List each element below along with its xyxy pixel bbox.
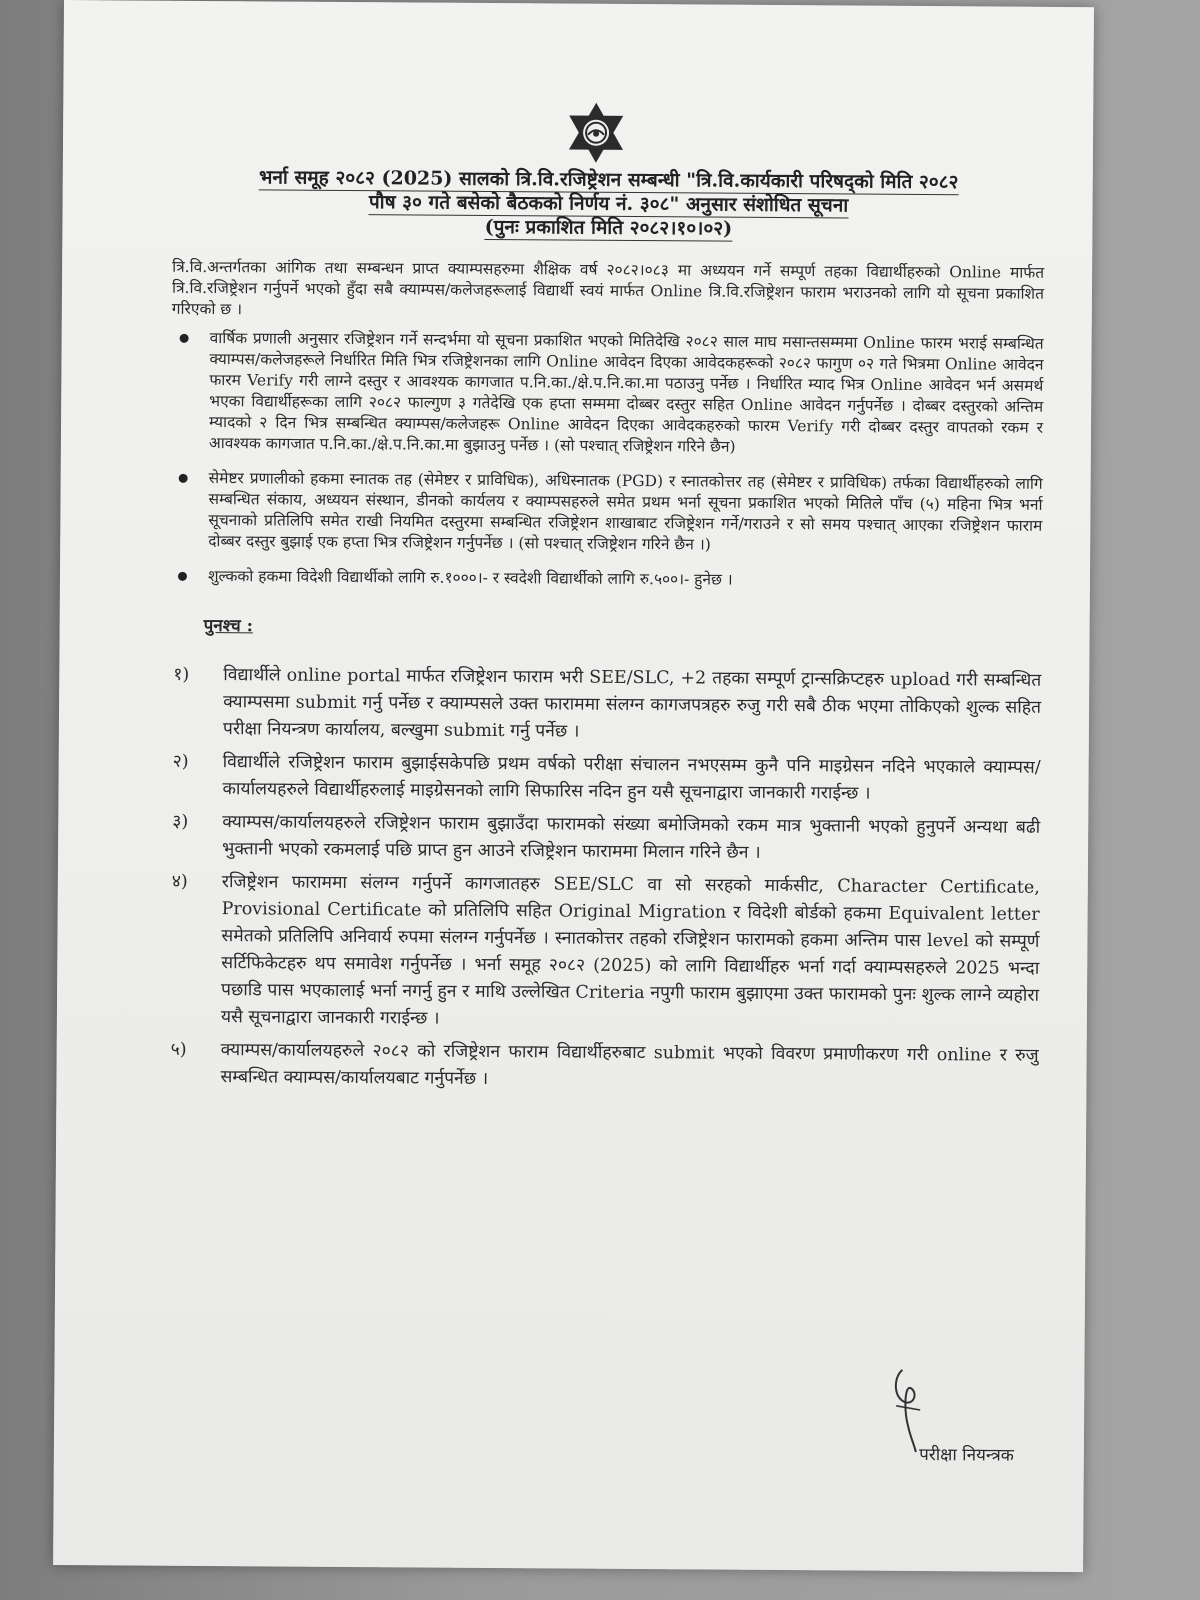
postscript-item bbox=[167, 869, 1040, 1037]
postscript-item bbox=[166, 1037, 1038, 1097]
heading-line-3: (पुनः प्रकाशित मिति २०८२।१०।०२) bbox=[484, 215, 733, 240]
bullet-text: वार्षिक प्रणाली अनुसार रजिष्ट्रेशन गर्ने सन्दर्भमा यो सूचना प्रकाशित भएको मितिदेखि २०८२ साल माघ मसान्तसम्ममा Online फारम भराई सम्बन्धित क्याम्पस/कलेजहरूले निर्धारित मिति भित्र रजिष्ट्रेशनका लागि Online आवेदन दिएका आवेदकहरूको २०८२ फागुण ०२ गते भित्रमा Online आवेदन फारम Verify गरी लाग्ने दस्तुर र आवश्यक कागजात प.नि.का./क्षे.प.नि.का.मा पठाउनु पर्नेछ । निर्धारित म्याद भित्र Online आवेदन भर्न असमर्थ भएका विद्यार्थीहरूका लागि २०८२ फाल्गुण ३ गतेदेखि एक हप्ता सम्ममा दोब्बर दस्तुर सहित Online आवेदन गर्नुपर्नेछ । दोब्बर दस्तुरको अन्तिम म्यादको २ दिन भित्र सम्बन्धित क्याम्पस/कलेजहरू Online आवेदन दिएका आवेदकहरुको फारम Verify गरी दोब्बर दस्तुर वापतको रकम र आवश्यक कागजात प.नि.का./क्षे.प.नि.का.मा बुझाउनु पर्नेछ । (सो पश्चात् रजिष्ट्रेशन गरिने छैन) bbox=[208, 329, 1044, 456]
item-text: रजिष्ट्रेशन फाराममा संलग्न गर्नुपर्ने कागजातहरु SEE/SLC वा सो सरहको मार्कसीट, Character Certificate, Provisional Certificate को प्रतिलिपि सहित Original Migration र विदेशी बोर्डको हकमा Equivalent letter समेतको प्रतिलिपि अनिवार्य रुपमा संलग्न गर्नुपर्नेछ । स्नातकोत्तर तहको रजिष्ट्रेशन फारामको हकमा अन्तिम पास level को सम्पूर्ण सर्टिफिकेटहरु थप समावेश गर्नुपर्नेछ । भर्ना समूह २०८२ (2025) को लागि विद्यार्थीहरु भर्ना गर्दा क्याम्पसहरुले 2025 भन्दा पछाडि पास भएकालाई भर्ना नगर्नु हुन र माथि उल्लेखित Criteria नपुगी फाराम बुझाएमा उक्त फारामको पुनः शुल्क लाग्ने व्यहोरा यसै सूचनाद्वारा जानकारी गराईन्छ । bbox=[220, 872, 1040, 1029]
postscript-item bbox=[168, 749, 1040, 809]
star-of-david-emblem-icon bbox=[563, 99, 629, 165]
postscript-list bbox=[166, 662, 1041, 1097]
item-text: क्याम्पस/कार्यालयहरुले रजिष्ट्रेशन फाराम बुझाउँदा फारामको संख्या बमोजिमको रकम मात्र भुक्तानी भएको हुनुपर्ने अन्यथा बढी भुक्तानी भएको रकमलाई पछि प्राप्त हुन आउने रजिष्ट्रेशन फाराममा मिलान गरिने छैन । bbox=[222, 812, 1041, 863]
notice-paper bbox=[53, 0, 1094, 1572]
item-text: विद्यार्थीले online portal मार्फत रजिष्ट्रेशन फाराम भरी SEE/SLC, +2 तहका सम्पूर्ण ट्रान्सक्रिप्टहरु upload गरी सम्बन्धित क्याम्पसमा submit गर्नु पर्नेछ र क्याम्पसले उक्त फाराममा संलग्न कागजपत्रहरु रुजु गरी सबै ठीक भएमा तोकिएको शुल्क सहित परीक्षा नियन्त्रण कार्यालय, बल्खुमा submit गर्नु पर्नेछ । bbox=[222, 665, 1042, 742]
bullet-list bbox=[170, 328, 1044, 593]
bullet-icon bbox=[180, 334, 189, 343]
bullet-text: सेमेष्टर प्रणालीको हकमा स्नातक तह (सेमेष्टर र प्राविधिक), अधिस्नातक (PGD) र स्नातकोत्तर तह (सेमेष्टर र प्राविधिक) तर्फका विद्यार्थीहरुको लागि सम्बन्धित संकाय, अध्ययन संस्थान, डीनको कार्यलय र क्याम्पसहरुले समेत प्रथम भर्ना सूचना प्रकाशित भएको मितिले पाँच (५) महिना भित्र भर्ना सूचनाको प्रतिलिपि समेत राखी नियमित दस्तुरमा सम्बन्धित रजिष्ट्रेशन शाखाबाट रजिष्ट्रेशन गर्ने/गराउने र सो समय पश्चात् आएका रजिष्ट्रेशन फाराम दोब्बर दस्तुर बुझाई एक हप्ता भित्र रजिष्ट्रेशन गर्नुपर्नेछ । (सो पश्चात् रजिष्ट्रेशन गरिने छैन ।) bbox=[208, 469, 1043, 554]
item-number: २) bbox=[172, 751, 189, 772]
bullet-item-annual bbox=[171, 328, 1044, 460]
bullet-text: शुल्कको हकमा विदेशी विद्यार्थीको लागि रु.१०००।- र स्वदेशी विद्यार्थीको लागि रु.५००।- हुनेछ । bbox=[207, 567, 733, 589]
heading-line-2: पौष ३० गते बसेको बैठकको निर्णय नं. ३०८" अनुसार संशोधित सूचना bbox=[368, 191, 849, 217]
item-number: ४) bbox=[171, 871, 188, 892]
intro-paragraph: त्रि.वि.अन्तर्गतका आंगिक तथा सम्बन्धन प्राप्त क्याम्पसहरुमा शैक्षिक वर्ष २०८२।०८३ मा अध्ययन गर्ने सम्पूर्ण तहका विद्यार्थीहरुको Online मार्फत त्रि.वि.रजिष्ट्रेशन गर्नुपर्ने भएको हुँदा सबै क्याम्पस/कलेजहरूलाई विद्यार्थी स्वयं मार्फत Online त्रि.वि.रजिष्ट्रेशन फाराम भराउनको लागि यो सूचना प्रकाशित गरिएको छ । bbox=[171, 257, 1045, 319]
item-text: क्याम्पस/कार्यालयहरुले २०८२ को रजिष्ट्रेशन फाराम विद्यार्थीहरुबाट submit भएको विवरण प्रमाणीकरण गरी online र रुजु सम्बन्धित क्याम्पस/कार्यालयबाट गर्नुपर्नेछ । bbox=[220, 1040, 1039, 1089]
bullet-item-fee bbox=[170, 566, 1042, 593]
notice-heading bbox=[172, 165, 1044, 243]
heading-line-1: भर्ना समूह २०८२ (2025) सालको त्रि.वि.रजिष्ट्रेशन सम्बन्धी "त्रि.वि.कार्यकारी परिषद्को मिति २०८२ bbox=[258, 166, 959, 194]
bullet-icon bbox=[178, 572, 187, 581]
postscript-item bbox=[169, 662, 1042, 749]
item-number: १) bbox=[173, 664, 190, 685]
item-text: विद्यार्थीले रजिष्ट्रेशन फाराम बुझाईसकेपछि प्रथम वर्षको परीक्षा संचालन नभएसम्म कुनै पनि माइग्रेसन नदिने भएकाले क्याम्पस/कार्यालयहरुले विद्यार्थीहरुलाई माइग्रेसनको लागि सिफारिस नदिन हुन यसै सूचनाद्वारा जानकारी गराईन्छ । bbox=[222, 752, 1041, 804]
bullet-icon bbox=[179, 474, 188, 483]
item-number: ५) bbox=[170, 1039, 187, 1060]
postscript-item bbox=[168, 809, 1040, 869]
signature-title: परीक्षा नियन्त्रक bbox=[919, 1445, 1014, 1466]
signature-block bbox=[864, 1366, 1015, 1477]
bullet-item-semester bbox=[170, 468, 1043, 558]
item-number: ३) bbox=[172, 811, 189, 832]
postscript-title: पुनश्च : bbox=[203, 615, 254, 637]
